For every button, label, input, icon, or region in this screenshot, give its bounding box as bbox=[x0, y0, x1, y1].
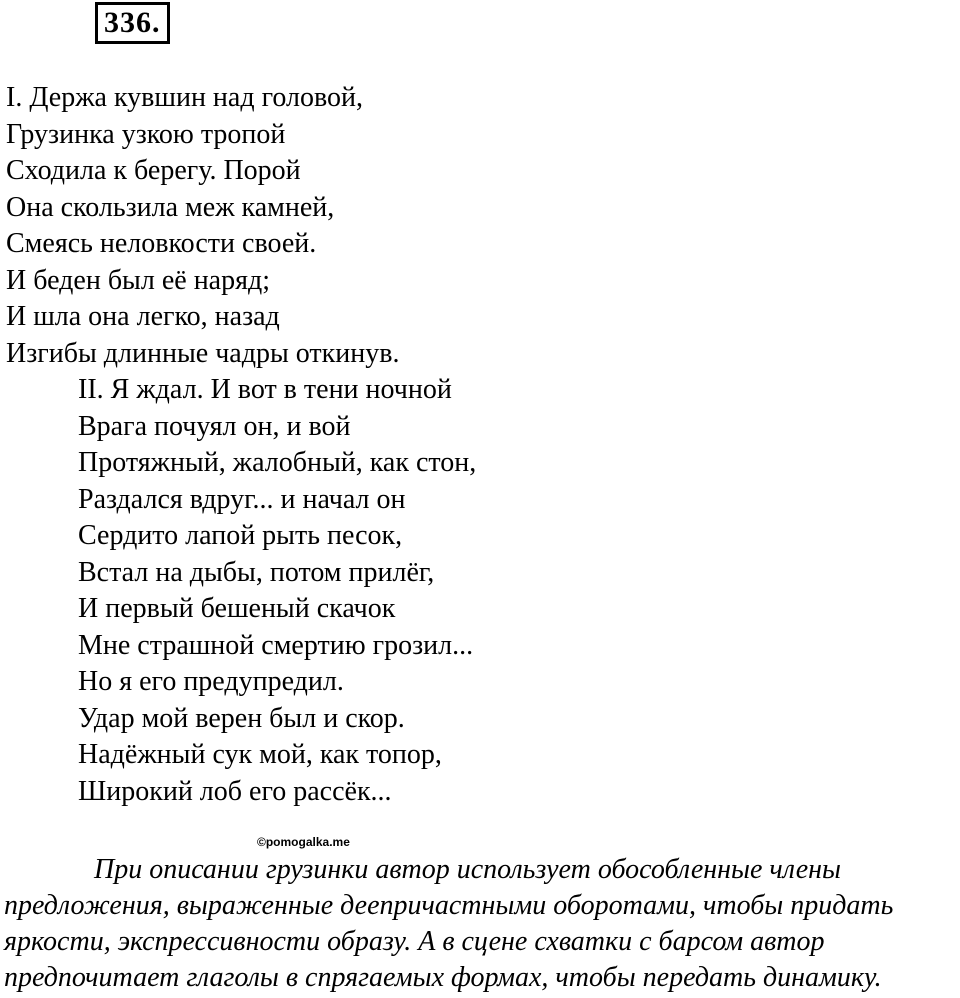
exercise-number: 336. bbox=[95, 2, 170, 44]
poem-line: Она скользила меж камней, bbox=[6, 191, 335, 223]
poem-line: Смеясь неловкости своей. bbox=[6, 228, 317, 259]
poem-line: Удар мой верен был и скор. bbox=[78, 702, 405, 734]
poem-line: Мне страшной смертию грозил... bbox=[78, 629, 474, 661]
poem-line: I. Держа кувшин над головой, bbox=[6, 82, 363, 113]
commentary-line: яркости, экспрессивности образу. А в сцене схватки с барсом автор bbox=[4, 926, 825, 957]
commentary-line: предложения, выраженные деепричастными оборотами, чтобы придать bbox=[4, 890, 894, 921]
commentary-line: предпочитает глаголы в спрягаемых формах, чтобы передать динамику. bbox=[4, 962, 882, 993]
poem-line: Встал на дыбы, потом прилёг, bbox=[78, 556, 435, 588]
poem-line: Но я его предупредил. bbox=[78, 666, 344, 697]
watermark: ©pomogalka.me bbox=[257, 835, 350, 849]
poem-line: Надёжный сук мой, как топор, bbox=[78, 739, 442, 770]
poem-line: И шла она легко, назад bbox=[6, 301, 280, 332]
commentary-line: При описании грузинки автор использует обособленные члены bbox=[94, 854, 841, 885]
poem-line: Сходила к берегу. Порой bbox=[6, 155, 301, 186]
poem-line: Сердито лапой рыть песок, bbox=[78, 520, 403, 551]
poem-line: Протяжный, жалобный, как стон, bbox=[78, 447, 477, 478]
poem-line: Раздался вдруг... и начал он bbox=[78, 483, 406, 515]
commentary-paragraph bbox=[4, 852, 960, 996]
poem bbox=[6, 80, 476, 810]
poem-line: Врага почуял он, и вой bbox=[78, 410, 351, 442]
poem-line: Грузинка узкою тропой bbox=[6, 118, 286, 150]
poem-line: Изгибы длинные чадры откинув. bbox=[6, 337, 400, 369]
poem-line: И первый бешеный скачок bbox=[78, 593, 396, 624]
poem-line: Широкий лоб его рассёк... bbox=[78, 775, 392, 807]
poem-line: И беден был её наряд; bbox=[6, 264, 271, 296]
poem-line: II. Я ждал. И вот в тени ночной bbox=[78, 374, 452, 405]
